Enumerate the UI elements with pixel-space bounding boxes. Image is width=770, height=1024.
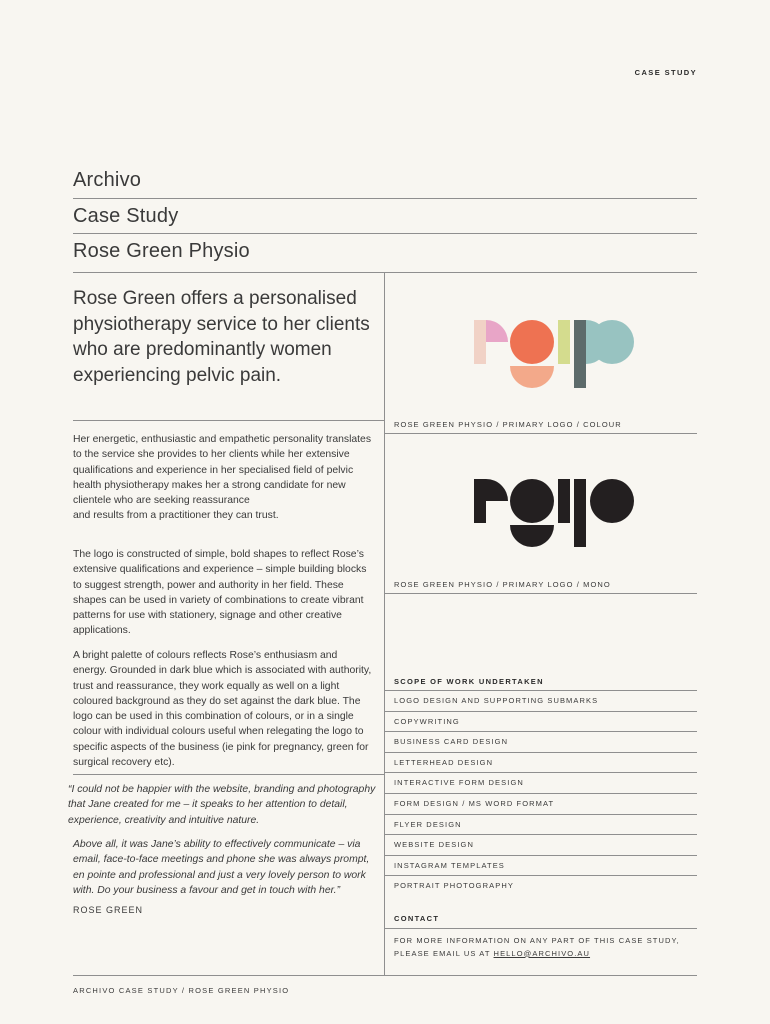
primary-logo-colour [470, 316, 640, 392]
logo-r-stem [474, 320, 486, 364]
testimonial-author: ROSE GREEN [73, 905, 144, 915]
logo-p-round [590, 320, 634, 364]
logo-g-tail [510, 366, 554, 388]
logo-l-stem [558, 320, 570, 364]
divider [73, 272, 697, 273]
body-paragraph-personality: Her energetic, enthusiastic and empathetic personality translates to the service she provides to her clients while her extensive qualifications and experience in her specialised field of pelvic health physiotherapy makes her a strong candidate for new clientele who are seeking reassurance and results from a practitioner they can trust. [73, 434, 372, 522]
scope-list [385, 691, 697, 897]
scope-item: FLYER DESIGN [385, 815, 697, 836]
scope-item: INTERACTIVE FORM DESIGN [385, 773, 697, 794]
contact-line-2-prefix: PLEASE EMAIL US AT [394, 948, 494, 958]
divider [73, 420, 384, 421]
logo-g-tail [510, 525, 554, 547]
divider [385, 433, 697, 434]
scope-item: INSTAGRAM TEMPLATES [385, 856, 697, 877]
contact-text [394, 935, 694, 960]
logo-g-bowl [510, 320, 554, 364]
body-paragraph-palette: A bright palette of colours reflects Rose’s enthusiasm and energy. Grounded in dark blue which is associated with authority, trust and reassurance, they work equally as well on a light coloured background as they do set against the dark blue. The logo can be used in this combination of colours, or in a single colour with individual colours useful when relegating the logo to specific aspects of the business (ie pink for pregnancy, green for surgical recovery etc). [73, 650, 372, 769]
scope-item: COPYWRITING [385, 712, 697, 733]
divider [385, 928, 697, 929]
testimonial-quote-part2: Above all, it was Jane’s ability to effectively communicate – via email, face-to-face meetings and phone she was always prompt, en pointe and professional and just a very lovely person to work with. Do your business a favour and get in touch with her.” [73, 839, 370, 896]
contact-line-2 [394, 948, 694, 961]
footer-text: ARCHIVO CASE STUDY / ROSE GREEN PHYSIO [73, 986, 290, 995]
testimonial-quote-part1: “I could not be happier with the website, branding and photography that Jane created for me – it speaks to her attention to detail, experience, creativity and intuitive nature. [68, 784, 376, 826]
divider [73, 198, 697, 199]
contact-line-1: FOR MORE INFORMATION ON ANY PART OF THIS CASE STUDY, [394, 936, 680, 945]
scope-item: LOGO DESIGN AND SUPPORTING SUBMARKS [385, 691, 697, 712]
logo-g-bowl [510, 479, 554, 523]
scope-item: FORM DESIGN / MS WORD FORMAT [385, 794, 697, 815]
logo-p-stem [574, 320, 586, 388]
primary-logo-mono [470, 475, 640, 551]
logo-r-arc [486, 479, 508, 501]
scope-item: PORTRAIT PHOTOGRAPHY [394, 881, 514, 891]
title-archivo: Archivo [73, 169, 142, 191]
divider [385, 593, 697, 594]
title-case-study: Case Study [73, 205, 179, 227]
logo-p-round [590, 479, 634, 523]
contact-email-link[interactable]: HELLO@ARCHIVO.AU [493, 948, 591, 958]
case-study-label: CASE STUDY [634, 68, 697, 77]
divider [73, 774, 384, 775]
logo-r-stem [474, 479, 486, 523]
title-client: Rose Green Physio [73, 240, 250, 262]
scope-item: WEBSITE DESIGN [385, 835, 697, 856]
scope-item: BUSINESS CARD DESIGN [385, 732, 697, 753]
scope-item: LETTERHEAD DESIGN [385, 753, 697, 774]
body-paragraph-logo: The logo is constructed of simple, bold shapes to reflect Rose’s extensive qualifications and experience – simple building blocks to suggest strength, power and authority in her field. These shapes can be used in variety of combinations to create vibrant patterns for use with stationery, signage and other creative applications. [73, 549, 367, 637]
intro-statement: Rose Green offers a personalised physiotherapy service to her clients who are predominantly women experiencing pelvic pain. [73, 288, 370, 386]
logo-colour-graphic [470, 316, 640, 392]
logo-r-arc [486, 320, 508, 342]
scope-heading: SCOPE OF WORK UNDERTAKEN [394, 677, 544, 686]
divider [73, 233, 697, 234]
logo-mono-caption: ROSE GREEN PHYSIO / PRIMARY LOGO / MONO [394, 580, 611, 589]
contact-heading: CONTACT [394, 914, 440, 923]
logo-mono-graphic [470, 475, 640, 551]
logo-p-stem [574, 479, 586, 547]
logo-l-stem [558, 479, 570, 523]
logo-colour-caption: ROSE GREEN PHYSIO / PRIMARY LOGO / COLOUR [394, 420, 622, 429]
divider [73, 975, 697, 976]
